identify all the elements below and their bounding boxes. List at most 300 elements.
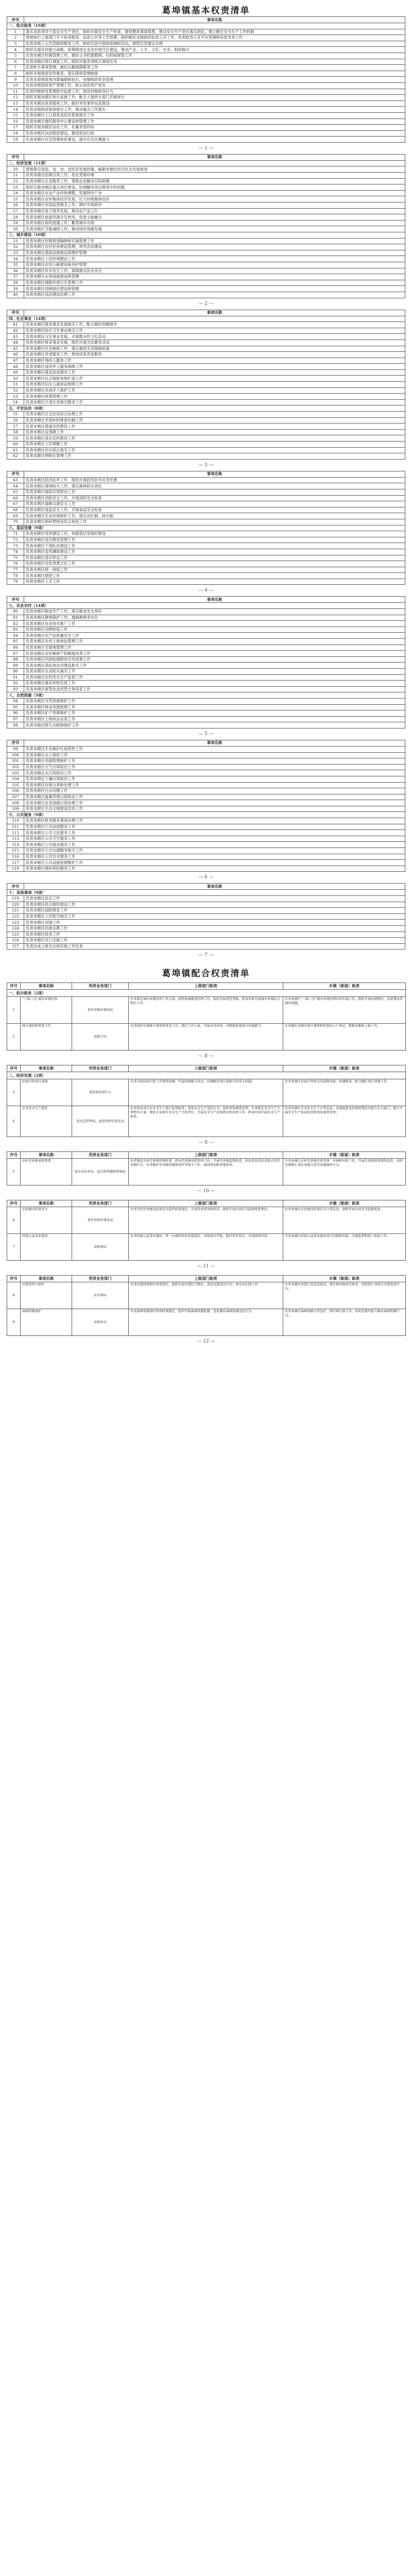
row-text: 负责本辖区村镇规划编制和实施管理工作: [24, 238, 405, 244]
config-table: [7, 1151, 406, 1185]
row-num: 6: [7, 1207, 21, 1234]
basic-list-title: 葛埠镇基本权责清单: [162, 6, 250, 16]
row-text: 贯彻落实国家、省、市、县经济发展政策，编制本辖区经济社会发展规划: [24, 166, 405, 173]
table-row: [7, 770, 405, 776]
row-num: 78: [7, 573, 24, 579]
table-row: [7, 836, 405, 842]
row-num: 50: [7, 376, 24, 382]
table-row: [7, 997, 406, 1024]
config-table: [7, 982, 406, 1050]
row-num: 10: [7, 82, 24, 89]
row-num: 127: [7, 943, 24, 950]
row-num: 91: [7, 674, 24, 681]
header-num: 序号: [7, 884, 24, 890]
row-num: 34: [7, 256, 24, 262]
table-row: [7, 824, 405, 830]
header-dept: 所涉业务部门: [72, 1276, 129, 1282]
row-text: 负责本辖区秸秆禁烧及综合利用工作: [24, 519, 405, 525]
row-text: 负责本辖区双拥工作: [24, 920, 405, 926]
header-num: 序号: [7, 471, 24, 477]
row-text: 负责本辖区反邪教工作: [24, 429, 405, 435]
row-num: 38: [7, 280, 24, 286]
row-num: 4: [7, 47, 24, 53]
row-text: 负责本辖区计划生育相关服务工作: [24, 399, 405, 405]
header-duty-upper: 上级部门职责: [129, 1200, 283, 1207]
row-text: 负责本辖区高标准农田建设相关工作: [24, 663, 405, 669]
row-num: 28: [7, 214, 24, 221]
row-text: 负责本辖区河湖管理保护工作: [24, 758, 405, 765]
row-num: 56: [7, 417, 24, 423]
header-dept: 所涉业务部门: [72, 983, 129, 990]
row-dept: 县财政局: [72, 1234, 129, 1261]
table-row: [7, 364, 405, 370]
table-header-row: [7, 983, 406, 990]
row-num: 15: [7, 112, 24, 118]
table-row: [7, 800, 405, 806]
category-label: 二、经济发展（2项）: [7, 1072, 406, 1079]
row-text: 负责本辖区宅基地管理工作: [24, 645, 405, 651]
row-num: 68: [7, 507, 24, 513]
table-row: [7, 686, 405, 692]
table-row: [7, 1024, 406, 1050]
header-name: 事项名称: [21, 1152, 72, 1159]
table-row: [7, 196, 405, 202]
row-text: 负责本辖区法治政府建设，推进依法行政: [24, 130, 405, 137]
header-name: 事项名称: [24, 884, 405, 890]
header-name: 事项名称: [21, 1200, 72, 1207]
table-row: [7, 399, 405, 405]
row-num: 98: [7, 722, 24, 728]
row-text: 负责本辖区群团工作: [24, 573, 405, 579]
row-name: 统计调查和普查工作: [21, 1024, 72, 1050]
row-num: 30: [7, 226, 24, 232]
row-num: 101: [7, 758, 24, 765]
row-num: 7: [7, 1234, 21, 1261]
category-row: [7, 405, 405, 412]
row-num: 60: [7, 442, 24, 448]
row-text: 负责本辖区公共法律服务工作: [24, 824, 405, 830]
row-text: 负责本辖区水土保持工作: [24, 752, 405, 758]
row-num: 22: [7, 178, 24, 184]
row-name: 河道管理与保护: [21, 1282, 72, 1309]
table-row: [7, 412, 405, 418]
row-num: 125: [7, 931, 24, 938]
row-num: 40: [7, 292, 24, 298]
row-num: 48: [7, 364, 24, 370]
row-duty-upper: 负责村级公益事业建设一事一议财政奖补政策制定，审核项目申报，拨付奖补资金，开展绩效评价。: [129, 1234, 283, 1261]
row-text: 负责本辖区档案管理工作，做好文书档案整理、归档和保管工作: [24, 53, 405, 59]
row-text: 组织开展本辖区信访工作，化解矛盾纠纷: [24, 125, 405, 131]
category-label: 九、公共服务（9项）: [7, 812, 405, 818]
row-num: 31: [7, 238, 24, 244]
page-number: — 8 —: [198, 1054, 214, 1059]
table-row: [7, 633, 405, 639]
table-row: [7, 752, 405, 758]
category-label: 一、综合政务（2项）: [7, 990, 406, 997]
row-num: 64: [7, 483, 24, 489]
table-row: [7, 501, 405, 507]
row-num: 24: [7, 190, 24, 196]
table-row: [7, 1207, 406, 1234]
page-number: — 7 —: [198, 953, 214, 958]
table-header-row: [7, 471, 405, 477]
row-text: 负责本辖区应急管理体系建设，提升应急处置能力: [24, 137, 405, 143]
row-num: 96: [7, 710, 24, 717]
category-row: [7, 316, 405, 322]
row-num: 104: [7, 776, 24, 782]
table-row: [7, 489, 405, 495]
table-row: [7, 567, 405, 573]
category-label: 二、经济发展（11项）: [7, 160, 405, 166]
table-row: [7, 382, 405, 388]
header-num: 序号: [7, 17, 24, 23]
table-row: [7, 65, 405, 71]
table-row: [7, 615, 405, 621]
row-num: 2: [7, 1024, 21, 1050]
category-label: 一、综合政务（19项）: [7, 23, 405, 29]
category-row: [7, 603, 405, 609]
table-row: [7, 274, 405, 280]
row-text: 负责本辖区党风廉政建设工作: [24, 549, 405, 555]
row-text: 负责本级人大代表联络服务工作，组织代表开展视察调研活动，督促代表建议办理: [24, 41, 405, 47]
table-row: [7, 651, 405, 657]
row-num: 19: [7, 137, 24, 143]
row-text: 负责本辖区水污染防治工作: [24, 770, 405, 776]
row-text: 负责本辖区水利设施建设和管理: [24, 274, 405, 280]
table-row: [7, 537, 405, 543]
row-text: 负责本级财政预决算编制和执行，加强财政资金管理: [24, 77, 405, 83]
header-name: 事项名称: [24, 17, 405, 23]
table-row: [7, 645, 405, 651]
row-name: 森林资源保护: [21, 1309, 72, 1336]
basic-list: [0, 16, 412, 961]
table-row: [7, 764, 405, 770]
row-num: 9: [7, 77, 24, 83]
row-num: 6: [7, 59, 24, 65]
row-num: 73: [7, 543, 24, 549]
row-text: 负责本辖区养老服务工作，推进居家养老服务: [24, 352, 405, 358]
row-num: 57: [7, 423, 24, 430]
row-text: 负责本辖区宣传思想文化工作: [24, 561, 405, 567]
row-num: 67: [7, 501, 24, 507]
row-text: 负责本辖区民兵组织建设工作: [24, 902, 405, 908]
row-num: 84: [7, 633, 24, 639]
table-header-row: [7, 1065, 406, 1072]
row-text: 负责本辖区残疾人服务工作: [24, 358, 405, 364]
category-label: 七、农业农村（14项）: [7, 603, 405, 609]
header-num: 序号: [7, 1152, 21, 1159]
row-text: 负责本辖区政务服务事项办理工作: [24, 818, 405, 824]
row-text: 负责本辖区新型农业经营主体培育工作: [24, 686, 405, 692]
row-duty-town: 负责本辖区河道日常巡查保洁，落实镇村级河长职责，及时制止并报告河道违法行为。: [283, 1282, 406, 1309]
row-text: 负责本辖区网格化管理工作: [24, 453, 405, 460]
table-row: [7, 137, 405, 143]
row-num: 21: [7, 173, 24, 179]
row-text: 负责本辖区农业技术推广工作: [24, 621, 405, 627]
row-text: 负责本辖区文化事业发展，开展群众性文化活动: [24, 334, 405, 340]
row-text: 负责本辖区大气污染防治工作: [24, 764, 405, 770]
table-row: [7, 89, 405, 95]
row-num: 46: [7, 352, 24, 358]
table-row: [7, 776, 405, 782]
row-num: 42: [7, 328, 24, 334]
table-row: [7, 818, 405, 824]
row-num: 79: [7, 579, 24, 585]
table-row: [7, 806, 405, 812]
row-text: 负责本辖区人民调解工作: [24, 442, 405, 448]
row-text: 负责本辖区未成年人保护工作: [24, 387, 405, 394]
row-text: 负责本辖区基础设施建设和维护管理: [24, 250, 405, 256]
row-text: 负责本辖区公共交通服务相关工作: [24, 848, 405, 854]
table-row: [7, 920, 405, 926]
row-num: 88: [7, 656, 24, 663]
header-name: 事项名称: [21, 1276, 72, 1282]
table-row: [7, 896, 405, 902]
table-row: [7, 639, 405, 645]
row-text: 负责村级财务管理指导监督工作，规范村级财务行为: [24, 89, 405, 95]
row-text: 负责本辖区教育事业发展相关工作，配合做好控辍保学: [24, 322, 405, 328]
row-num: 33: [7, 250, 24, 256]
row-text: 负责本辖区党的建设工作，加强基层党组织建设: [24, 531, 405, 537]
table-row: [7, 609, 405, 615]
row-num: 8: [7, 1282, 21, 1309]
row-num: 69: [7, 513, 24, 519]
table-row: [7, 704, 405, 710]
row-num: 92: [7, 681, 24, 687]
table-row: [7, 842, 405, 848]
header-dept: 所涉业务部门: [72, 1200, 129, 1207]
row-num: 32: [7, 244, 24, 250]
row-duty-upper: 负责全县招商引资工作统筹协调，开展招商推介活动，协调解决项目落地中的重大问题。: [129, 1079, 283, 1106]
row-num: 97: [7, 716, 24, 722]
table-row: [7, 262, 405, 268]
table-row: [7, 358, 405, 364]
table-row: [7, 794, 405, 800]
row-text: 负责本辖区国防教育工作: [24, 908, 405, 914]
row-text: 负责本辖区农业产业结构调整，发展特色产业: [24, 190, 405, 196]
category-label: 八、自然资源（5项）: [7, 692, 405, 699]
row-num: 12: [7, 95, 24, 101]
table-row: [7, 938, 405, 944]
row-num: 43: [7, 334, 24, 340]
header-duty-upper: 上级部门职责: [129, 1065, 283, 1072]
table-row: [7, 226, 405, 232]
table-row: [7, 1234, 406, 1261]
row-num: 23: [7, 184, 24, 191]
row-num: 36: [7, 268, 24, 274]
row-duty-upper: 负责制定城乡环境治理工作方案，统筹协调推进治理工作，组织开展督查考核，指导乡镇开展城乡环境综合整治工作。: [129, 997, 283, 1024]
row-text: 负责本辖区招商引资工作，优化营商环境: [24, 173, 405, 179]
table-row: [7, 292, 405, 298]
basic-table: [7, 883, 405, 950]
row-duty-upper: 负责制定农村宅基地管理政策，指导宅基地审批管理工作，开展宅基地监督检查，依法查处违法违规占用宅基地行为。负责做好宅基地用地规划许可相关工作，提供规划和用地指导。: [129, 1159, 283, 1185]
table-row: [7, 82, 405, 89]
row-duty-town: 负责本辖区农房建设质量安全日常巡查，组织开展农房安全隐患排查。: [283, 1207, 406, 1234]
basic-table: [7, 740, 405, 872]
table-row: [7, 1282, 406, 1309]
page-number: — 5 —: [198, 731, 214, 737]
table-row: [7, 669, 405, 675]
row-text: 负责本辖区政务值班工作，做好突发事件信息报送: [24, 100, 405, 107]
row-dept: 县投资促进中心: [72, 1079, 129, 1106]
table-header-row: [7, 884, 405, 890]
row-num: 93: [7, 686, 24, 692]
table-row: [7, 447, 405, 453]
row-duty-town: 负责本辖区企业安全生产日常巡查，发现隐患及时督促整改并报告有关部门，配合开展安全生产执法检查和事故调查处理。: [283, 1106, 406, 1137]
row-text: 组织实施乡村振兴战略，统筹推进农业农村现代化建设，推动产业、人才、文化、生态、组织振兴: [24, 47, 405, 53]
row-num: 109: [7, 806, 24, 812]
table-row: [7, 531, 405, 537]
table-row: [7, 41, 405, 47]
table-row: [7, 746, 405, 752]
row-text: 负责本辖区人口普查及经济普查相关工作: [24, 112, 405, 118]
row-num: 37: [7, 274, 24, 280]
row-text: 负责本辖区人民防空相关工作: [24, 913, 405, 920]
table-row: [7, 59, 405, 65]
table-header-row: [7, 1200, 406, 1207]
row-num: 86: [7, 645, 24, 651]
row-text: 负责本辖区农业面源污染治理工作: [24, 800, 405, 806]
category-row: [7, 890, 405, 896]
table-row: [7, 112, 405, 118]
table-row: [7, 866, 405, 872]
row-text: 负责本辖区巩固拓展脱贫攻坚成果工作: [24, 656, 405, 663]
row-num: 114: [7, 842, 24, 848]
row-num: 27: [7, 208, 24, 214]
row-dept: 县农业农村局、县自然资源和规划局: [72, 1159, 129, 1185]
table-row: [7, 166, 405, 173]
row-text: 负责本辖区饮水安全工作，保障群众饮水安全: [24, 268, 405, 274]
row-text: 负责本辖区节能减排工作，推动绿色低碳发展: [24, 226, 405, 232]
page-number: — 4 —: [198, 588, 214, 594]
table-header-row: [7, 1276, 406, 1282]
row-num: 116: [7, 854, 24, 860]
category-row: [7, 160, 405, 166]
header-num: 序号: [7, 597, 24, 603]
row-num: 52: [7, 387, 24, 394]
row-text: 负责本辖区畜禽养殖污染防治工作: [24, 794, 405, 800]
table-header-row: [7, 1152, 406, 1159]
category-row: [7, 23, 405, 29]
table-row: [7, 387, 405, 394]
table-row: [7, 698, 405, 704]
row-num: 118: [7, 866, 24, 872]
row-text: 负责本辖区企业服务工作，帮助企业解决实际困难: [24, 178, 405, 184]
row-text: 负责本辖区统计调查工作，组织开展各项统计调查任务: [24, 59, 405, 65]
row-num: 111: [7, 824, 24, 830]
table-row: [7, 483, 405, 489]
row-text: 负责本辖区野生动植物保护工作: [24, 722, 405, 728]
header-dept: 所涉业务部门: [72, 1065, 129, 1072]
table-row: [7, 250, 405, 256]
table-row: [7, 925, 405, 931]
row-num: 58: [7, 429, 24, 435]
row-num: 81: [7, 615, 24, 621]
header-duty-town: 乡镇（街道）职责: [283, 1065, 406, 1072]
row-text: 负责本辖区对口支援工作: [24, 938, 405, 944]
row-duty-upper: 负责森林资源保护管理政策制定，组织开展森林资源监测，查处破坏森林资源违法行为。: [129, 1309, 283, 1336]
table-row: [7, 435, 405, 442]
row-dept: 县水利局: [72, 1282, 129, 1309]
row-text: 负责本辖区退役军人服务保障工作: [24, 364, 405, 370]
table-row: [7, 848, 405, 854]
row-duty-upper: 负责组织实施统计调查和普查工作，制定工作方案，开展业务培训，对数据质量进行审核把关。: [129, 1024, 283, 1050]
row-num: 124: [7, 925, 24, 931]
page-number: — 9 —: [198, 1140, 214, 1146]
row-text: 负责本辖区社会保险参保扩面工作: [24, 376, 405, 382]
header-dept: 所涉业务部门: [72, 1152, 129, 1159]
row-num: 44: [7, 340, 24, 346]
table-row: [7, 656, 405, 663]
page-number: — 2 —: [198, 301, 214, 307]
row-text: 负责本辖区生态环境保护工作，落实河长制、林长制: [24, 513, 405, 519]
row-text: 负责本辖区禁毒宣传教育工作: [24, 423, 405, 430]
category-label: 五、平安法治（8项）: [7, 405, 405, 412]
table-header-row: [7, 154, 405, 160]
table-row: [7, 1106, 406, 1137]
table-row: [7, 429, 405, 435]
table-row: [7, 555, 405, 561]
basic-table: [7, 16, 405, 143]
category-label: 六、基层党建（9项）: [7, 525, 405, 531]
table-row: [7, 674, 405, 681]
table-row: [7, 376, 405, 382]
basic-table: [7, 471, 405, 585]
table-row: [7, 47, 405, 53]
table-row: [7, 53, 405, 59]
config-table: [7, 1065, 406, 1137]
row-num: 87: [7, 651, 24, 657]
row-duty-town: 负责本辖区“三线三边”城乡环境治理具体实施工作，组织开展环境整治，及时整改发现的问题。: [283, 997, 406, 1024]
row-text: 负责本辖区体育事业发展，组织开展全民健身活动: [24, 340, 405, 346]
page-number: — 12 —: [197, 1339, 215, 1345]
row-num: 82: [7, 621, 24, 627]
header-duty-upper: 上级部门职责: [129, 983, 283, 990]
row-text: 负责本辖区动物防疫工作: [24, 626, 405, 633]
table-row: [7, 758, 405, 765]
row-dept: 县住房城乡建设局: [72, 997, 129, 1024]
table-row: [7, 190, 405, 196]
row-num: 5: [7, 53, 24, 59]
header-num: 序号: [7, 983, 21, 990]
header-num: 序号: [7, 310, 24, 316]
header-name: 事项名称: [24, 154, 405, 160]
row-text: 负责本辖区民族宗教工作: [24, 925, 405, 931]
header-duty-upper: 上级部门职责: [129, 1152, 283, 1159]
row-text: 负责本辖区城镇环境卫生管理工作: [24, 280, 405, 286]
row-num: 119: [7, 896, 24, 902]
row-text: 负责本辖区市场监管相关工作，维护市场秩序: [24, 202, 405, 209]
table-row: [7, 118, 405, 125]
table-row: [7, 943, 405, 950]
row-name: 企业安全生产监管: [21, 1106, 72, 1137]
table-row: [7, 860, 405, 866]
row-text: 负责本辖区公共安全服务工作: [24, 854, 405, 860]
row-num: 14: [7, 107, 24, 113]
table-row: [7, 238, 405, 244]
row-num: 65: [7, 489, 24, 495]
row-text: 负责本辖区公共卫生服务工作: [24, 836, 405, 842]
row-text: 负责本辖区普法宣传教育工作: [24, 435, 405, 442]
row-num: 55: [7, 412, 24, 418]
row-num: 1: [7, 997, 21, 1024]
header-duty-town: 乡镇（街道）职责: [283, 983, 406, 990]
row-text: 负责本辖区耕地保护工作，遏制耕地非农化: [24, 615, 405, 621]
table-row: [7, 95, 405, 101]
row-num: 117: [7, 860, 24, 866]
row-num: 120: [7, 902, 24, 908]
row-text: 负责本级国有资产管理工作，防止国有资产流失: [24, 82, 405, 89]
